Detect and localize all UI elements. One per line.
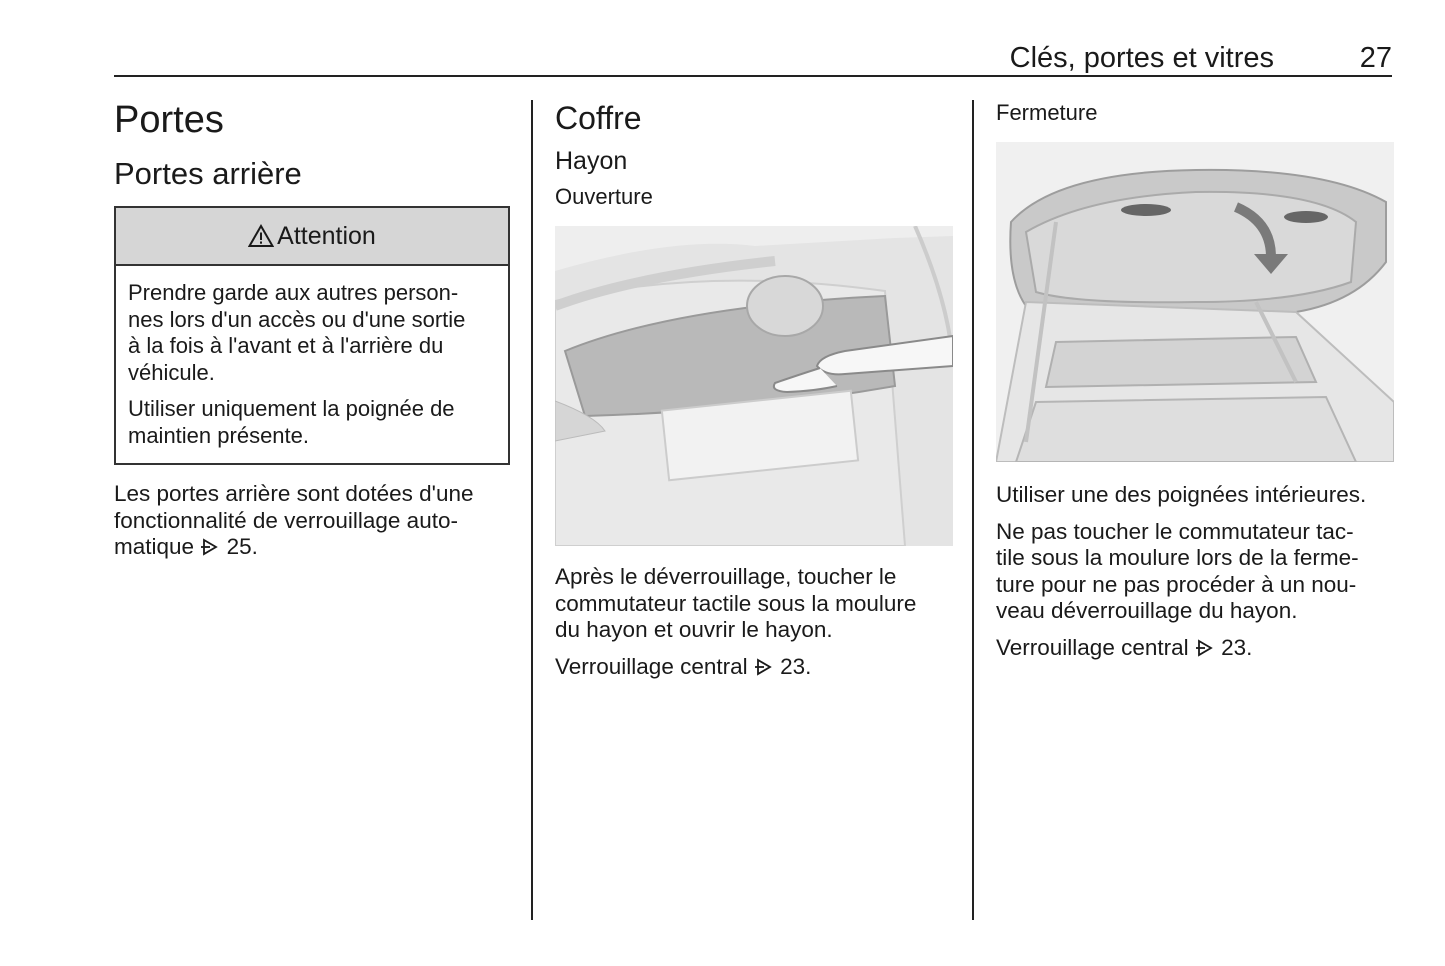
column-middle <box>555 96 953 690</box>
body-paragraph: Les portes arrière sont dotées d'une fonctionnalité de verrouillage auto- matique 25. <box>114 481 474 559</box>
warning-body <box>116 266 508 463</box>
section-subtitle: Hayon <box>555 147 628 175</box>
tailgate-opening-illustration <box>555 226 953 546</box>
column-right <box>996 96 1394 671</box>
cross-reference-arrow-icon <box>1195 639 1215 657</box>
cross-reference-link[interactable]: 25. <box>226 534 258 559</box>
running-header <box>114 40 1392 76</box>
section-title: Portes <box>114 99 224 141</box>
cross-reference-link[interactable]: 23. <box>1221 634 1253 660</box>
warning-box <box>114 206 510 465</box>
section-title: Coffre <box>555 100 642 136</box>
cross-reference-link[interactable]: 23. <box>780 653 812 679</box>
cross-reference-arrow-icon <box>200 538 220 556</box>
warning-paragraph-2: Utiliser uniquement la poignée de maintien présente. <box>128 396 455 448</box>
chapter-title: Clés, portes et vitres <box>1009 42 1274 74</box>
warning-paragraph-1: Prendre garde aux autres person- nes lors d'un accès ou d'une sortie à la fois à l'avant et à l'arrière du véhicule. <box>128 280 466 385</box>
subsection-heading: Fermeture <box>996 100 1098 125</box>
column-divider-1 <box>531 100 533 920</box>
body-paragraph-2: Ne pas toucher le commutateur tac- tile sous la moulure lors de la ferme- ture pour ne pas procéder à un nou- veau déverrouillage du hayon. <box>996 518 1359 623</box>
tailgate-closing-illustration <box>996 142 1394 462</box>
cross-reference: Verrouillage central 23. <box>996 634 1253 660</box>
warning-header <box>116 208 508 266</box>
cross-reference-arrow-icon <box>754 658 774 676</box>
body-paragraph: Après le déverrouillage, toucher le commutateur tactile sous la moulure du hayon et ouvrir le hayon. <box>555 564 917 642</box>
body-paragraph-1: Utiliser une des poignées intérieures. <box>996 482 1367 507</box>
column-left <box>114 96 510 571</box>
section-subtitle: Portes arrière <box>114 156 302 191</box>
header-rule <box>114 75 1392 77</box>
subsection-heading: Ouverture <box>555 184 653 209</box>
warning-triangle-icon <box>248 224 274 248</box>
page-number: 27 <box>1359 42 1392 74</box>
warning-label: Attention <box>277 221 376 250</box>
column-divider-2 <box>972 100 974 920</box>
cross-reference: Verrouillage central 23. <box>555 653 812 679</box>
